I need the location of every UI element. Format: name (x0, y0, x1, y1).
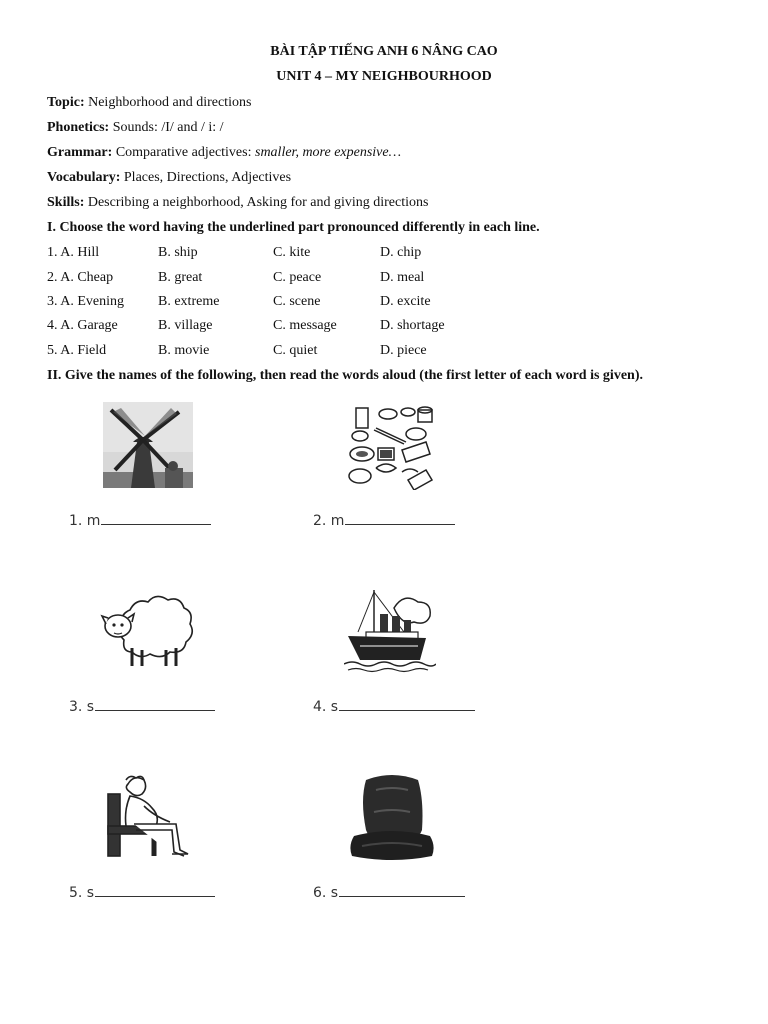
answer-5[interactable] (69, 885, 215, 901)
answer-4-label: 4. s (313, 699, 339, 715)
phonetics-label: Phonetics: (47, 120, 110, 135)
steamship-icon (344, 588, 436, 674)
grammar-value: Comparative adjectives: (115, 145, 252, 160)
q3-option-d: D. excite (380, 294, 431, 309)
answer-5-label: 5. s (69, 885, 95, 901)
answer-3-label: 3. s (69, 699, 95, 715)
q3-option-c: C. scene (273, 294, 321, 309)
vocabulary-line (47, 170, 291, 186)
grammar-examples: smaller, more expensive… (255, 145, 402, 160)
q5-option-a: 5. A. Field (47, 343, 107, 358)
q2-option-c: C. peace (273, 270, 322, 285)
q1-option-a: 1. A. Hill (47, 245, 100, 260)
food-items-icon (346, 404, 438, 490)
q1-option-c: C. kite (273, 245, 311, 260)
q2-option-a: 2. A. Cheap (47, 270, 114, 285)
q1-option-b: B. ship (158, 245, 198, 260)
worksheet-title: BÀI TẬP TIẾNG ANH 6 NÂNG CAO (270, 44, 498, 59)
unit-title: UNIT 4 – MY NEIGHBOURHOOD (276, 69, 492, 84)
answer-1[interactable] (69, 513, 211, 529)
vocabulary-label: Vocabulary: (47, 170, 121, 185)
section1-heading: I. Choose the word having the underlined part pronounced differently in each line. (47, 220, 540, 235)
sheep-icon (100, 592, 194, 670)
grammar-label: Grammar: (47, 145, 113, 160)
q5-option-c: C. quiet (273, 343, 318, 358)
topic-label: Topic: (47, 95, 85, 110)
skills-line (47, 195, 428, 211)
topic-value: Neighborhood and directions (88, 95, 252, 110)
vocabulary-value: Places, Directions, Adjectives (123, 170, 292, 185)
phonetics-value: Sounds: /I/ and / i: / (112, 120, 224, 135)
answer-2[interactable] (313, 513, 455, 529)
skills-label: Skills: (47, 195, 85, 210)
answer-2-label: 2. m (313, 513, 345, 529)
q1-option-d: D. chip (380, 245, 422, 260)
skills-value: Describing a neighborhood, Asking for and giving directions (87, 195, 429, 210)
answer-6-label: 6. s (313, 885, 339, 901)
car-seat-icon (348, 772, 436, 862)
q3-option-a: 3. A. Evening (47, 294, 124, 309)
answer-1-label: 1. m (69, 513, 101, 529)
phonetics-line (47, 120, 224, 136)
q2-option-b: B. great (158, 270, 203, 285)
section2-heading: II. Give the names of the following, then read the words aloud (the first letter of each word is given). (47, 368, 643, 383)
windmill-icon (103, 402, 193, 488)
answer-4[interactable] (313, 699, 475, 715)
q2-option-d: D. meal (380, 270, 425, 285)
q5-option-b: B. movie (158, 343, 210, 358)
grammar-line (47, 145, 401, 161)
q4-option-a: 4. A. Garage (47, 318, 118, 333)
q4-option-c: C. message (273, 318, 337, 333)
answer-3[interactable] (69, 699, 215, 715)
topic-line (47, 95, 251, 111)
q4-option-b: B. village (158, 318, 213, 333)
q4-option-d: D. shortage (380, 318, 445, 333)
q5-option-d: D. piece (380, 343, 427, 358)
seated-person-icon (104, 774, 190, 860)
answer-6[interactable] (313, 885, 465, 901)
q3-option-b: B. extreme (158, 294, 220, 309)
